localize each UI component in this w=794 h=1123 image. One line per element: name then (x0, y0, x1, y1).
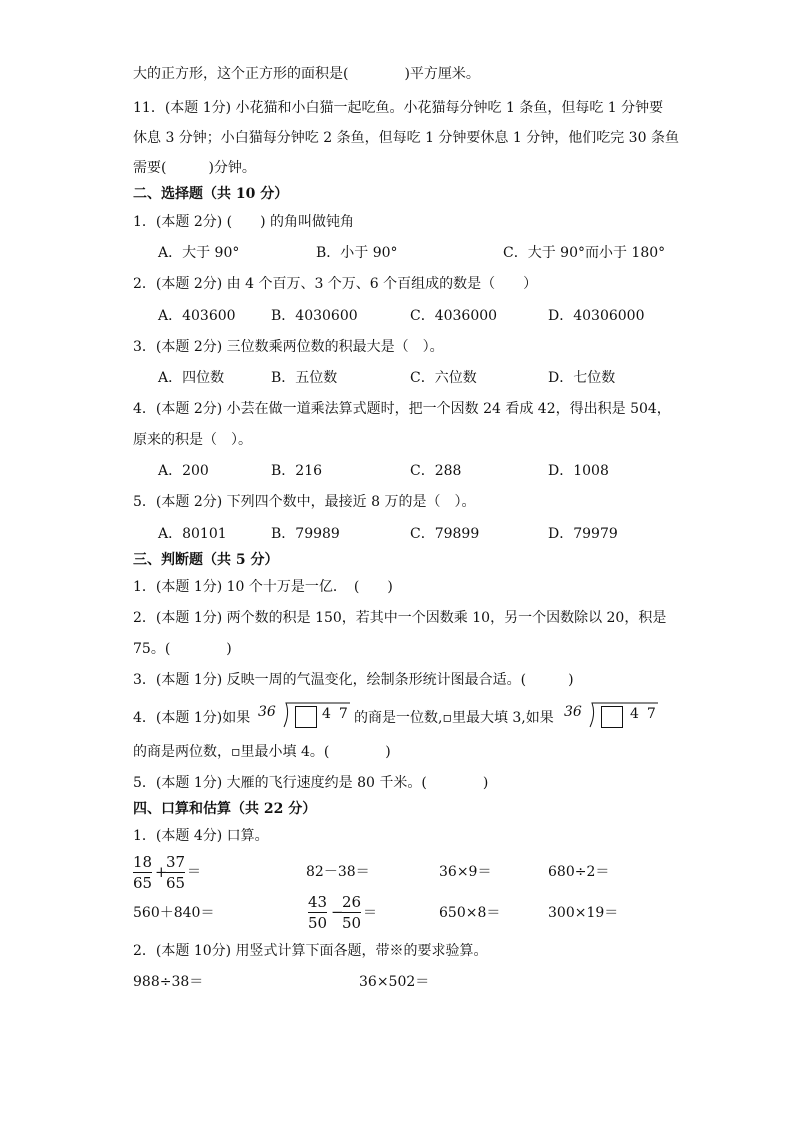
choice-q1-option-b: B．小于 90° (316, 245, 398, 261)
mental-item: 560＋840＝ (133, 905, 215, 921)
choice-q1-stem: 1．(本题 2分) ( ) 的角叫做钝角 (133, 214, 355, 230)
mental-item: 36×9＝ (439, 864, 492, 880)
choice-q4-option-d: D．1008 (548, 463, 609, 479)
judge-q3: 3．(本题 1分) 反映一周的气温变化，绘制条形统计图最合适。( ) (133, 672, 574, 688)
mental-item: 82－38＝ (306, 864, 370, 880)
choice-q4-option-a: A．200 (158, 463, 209, 479)
divisor: 36 (564, 704, 582, 720)
choice-q2-option-b: B．4030600 (271, 308, 358, 324)
dividend-digits: 47 (322, 706, 356, 722)
fraction-37-65: 37 65 (166, 853, 186, 892)
choice-q2-option-a: A．403600 (158, 308, 236, 324)
judge-q5: 5．(本题 1分) 大雁的飞行速度约是 80 千米。( ) (133, 775, 489, 791)
mental-q1: 1．(本题 4分) 口算。 (133, 828, 269, 844)
question-11-line-1: 11．(本题 1分) 小花猫和小白猫一起吃鱼。小花猫每分钟吃 1 条鱼，但每吃 1 分钟要 (133, 100, 664, 116)
choice-q3-option-a: A．四位数 (158, 370, 225, 386)
choice-q5-stem: 5．(本题 2分) 下列四个数中，最接近 8 万的是（ ）。 (133, 494, 476, 510)
question-11-line-3: 需要( )分钟。 (133, 160, 256, 176)
choice-q3-stem: 3．(本题 2分) 三位数乘两位数的积最大是（ ）。 (133, 339, 444, 355)
divisor: 36 (258, 704, 276, 720)
section-2-title: 二、选择题（共 10 分） (133, 186, 289, 202)
mental-item: 650×8＝ (439, 905, 501, 921)
choice-q1-option-c: C．大于 90°而小于 180° (503, 245, 666, 261)
fraction-43-50: 43 50 (308, 893, 328, 932)
section-4-title: 四、口算和估算（共 22 分） (133, 801, 317, 817)
calc-item: 988÷38＝ (133, 974, 204, 990)
plus-sign: + (155, 863, 168, 881)
minus-sign: − (331, 903, 344, 921)
fraction-26-50: 26 50 (342, 893, 362, 932)
section-3-title: 三、判断题（共 5 分） (133, 552, 279, 568)
choice-q1-option-a: A．大于 90° (158, 245, 240, 261)
blank-box (601, 706, 623, 728)
fraction-18-65: 18 65 (133, 853, 153, 892)
choice-q3-option-b: B．五位数 (271, 370, 338, 386)
choice-q2-option-d: D．40306000 (548, 308, 645, 324)
judge-q1: 1．(本题 1分) 10 个十万是一亿． ( ) (133, 579, 393, 595)
choice-q4-option-c: C．288 (410, 463, 462, 479)
blank-box (295, 706, 317, 728)
judge-q2-line-1: 2．(本题 1分) 两个数的积是 150，若其中一个因数乘 10，另一个因数除以 20，积是 (133, 610, 667, 626)
choice-q2-option-c: C．4036000 (410, 308, 498, 324)
text-line: 大的正方形，这个正方形的面积是( )平方厘米。 (133, 66, 480, 82)
choice-q5-option-c: C．79899 (410, 526, 480, 542)
choice-q5-option-b: B．79989 (271, 526, 340, 542)
equals-sign: ＝ (187, 864, 201, 880)
dividend-digits: 47 (630, 706, 664, 722)
equals-sign: ＝ (363, 905, 377, 921)
judge-q4-line-2: 的商是两位数，▫里最小填 4。( ) (133, 744, 391, 760)
question-11-line-2: 休息 3 分钟；小白猫每分钟吃 2 条鱼，但每吃 1 分钟要休息 1 分钟，他们吃完 30 条鱼 (133, 130, 679, 146)
mental-item: 300×19＝ (548, 905, 619, 921)
choice-q3-option-c: C．六位数 (410, 370, 477, 386)
choice-q2-stem: 2．(本题 2分) 由 4 个百万、3 个万、6 个百组成的数是（ ） (133, 276, 538, 292)
judge-q4-middle: 的商是一位数,▫里最大填 3,如果 (354, 710, 554, 726)
mental-item: 680÷2＝ (548, 864, 610, 880)
choice-q5-option-d: D．79979 (548, 526, 618, 542)
long-division-2 (564, 702, 664, 728)
judge-q2-line-2: 75。( ) (133, 641, 232, 657)
vertical-calc-q2: 2．(本题 10分) 用竖式计算下面各题，带※的要求验算。 (133, 943, 488, 959)
choice-q3-option-d: D．七位数 (548, 370, 616, 386)
choice-q4-option-b: B．216 (271, 463, 323, 479)
choice-q4-stem-line-2: 原来的积是（ ）。 (133, 432, 252, 448)
choice-q5-option-a: A．80101 (158, 526, 227, 542)
judge-q4-prefix: 4．(本题 1分)如果 (133, 710, 251, 726)
calc-item: 36×502＝ (359, 974, 430, 990)
long-division-1 (258, 702, 356, 728)
choice-q4-stem-line-1: 4．(本题 2分) 小芸在做一道乘法算式题时，把一个因数 24 看成 42，得出积是 504， (133, 401, 671, 417)
